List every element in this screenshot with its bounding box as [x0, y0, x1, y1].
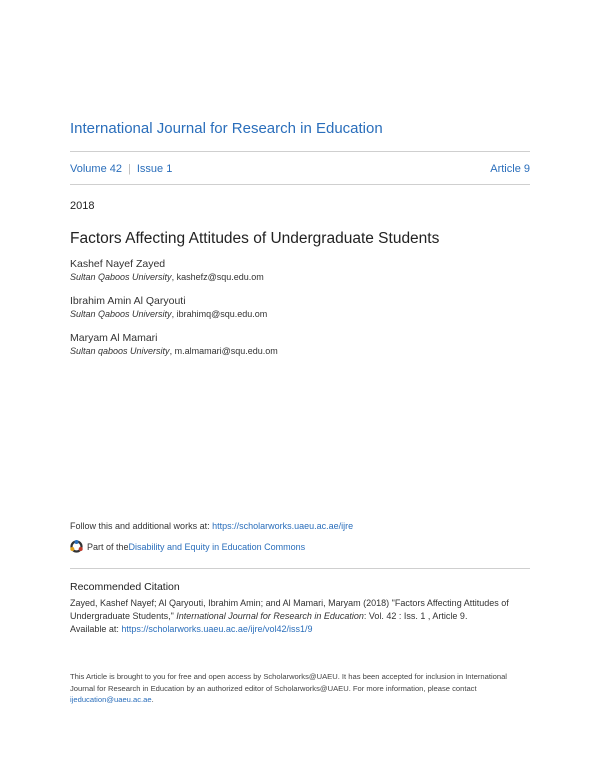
divider — [70, 568, 530, 569]
footer-notice — [70, 671, 530, 706]
part-of-line — [70, 540, 305, 553]
divider — [70, 151, 530, 152]
recommended-citation-heading: Recommended Citation — [70, 581, 180, 593]
commons-network-icon — [70, 540, 83, 553]
author-block — [70, 257, 264, 284]
footer-text: This Article is brought to you for free and open access by Scholarworks@UAEU. It has been accepted for inclusion in International Journal for Research in Education by an authorized editor of Scholarworks@UAEU. For more information, please contact — [70, 672, 507, 693]
article-url-link[interactable]: https://scholarworks.uaeu.ac.ae/ijre/vol42/iss1/9 — [121, 624, 313, 634]
article-title: Factors Affecting Attitudes of Undergraduate Students — [70, 230, 440, 247]
part-of-text: Part of the — [87, 541, 129, 552]
divider — [70, 184, 530, 185]
footer-end: . — [151, 695, 154, 704]
author-name: Ibrahim Amin Al Qaryouti — [70, 295, 186, 307]
author-block — [70, 331, 278, 358]
follow-text: Follow this and additional works at: — [70, 521, 213, 531]
citation-volume: : Vol. 42 : Iss. 1 , Article 9. — [363, 611, 468, 621]
author-block — [70, 294, 267, 321]
publication-year: 2018 — [70, 200, 95, 212]
issue-link[interactable]: Issue 1 — [136, 163, 173, 175]
citation-journal: International Journal for Research in Education — [176, 611, 364, 621]
follow-link[interactable]: https://scholarworks.uaeu.ac.ae/ijre — [212, 521, 354, 531]
journal-title[interactable]: International Journal for Research in Education — [70, 120, 383, 137]
author-email[interactable]: ibrahimq@squ.edu.om — [176, 309, 268, 319]
separator: | — [127, 163, 131, 175]
author-affiliation: Sultan Qaboos University, ibrahimq@squ.edu.om — [70, 309, 268, 319]
citation-authors: Zayed, Kashef Nayef; Al Qaryouti, Ibrahim Amin; and Al Mamari, Maryam (2018) "Factors Affecting Attitudes of Undergraduate Students," — [70, 598, 509, 621]
author-name: Maryam Al Mamari — [70, 332, 158, 344]
volume-link[interactable]: Volume 42 — [70, 163, 122, 175]
citation-text — [70, 597, 530, 636]
contact-email-link[interactable]: ijeducation@uaeu.ac.ae — [70, 695, 152, 704]
article-link[interactable]: Article 9 — [490, 163, 530, 175]
author-institution: Sultan Qaboos University — [70, 272, 172, 282]
author-affiliation: Sultan Qaboos University, kashefz@squ.edu.om — [70, 272, 264, 282]
issue-info-row — [70, 163, 530, 175]
available-label: Available at: — [70, 624, 122, 634]
author-affiliation: Sultan qaboos University, m.almamari@squ.edu.om — [70, 346, 278, 356]
author-name: Kashef Nayef Zayed — [70, 258, 166, 270]
follow-line — [70, 521, 353, 531]
author-institution: Sultan qaboos University — [70, 346, 170, 356]
commons-link[interactable]: Disability and Equity in Education Commons — [128, 541, 306, 552]
author-institution: Sultan Qaboos University — [70, 309, 172, 319]
author-email[interactable]: kashefz@squ.edu.om — [176, 272, 264, 282]
author-email[interactable]: m.almamari@squ.edu.om — [174, 346, 278, 356]
